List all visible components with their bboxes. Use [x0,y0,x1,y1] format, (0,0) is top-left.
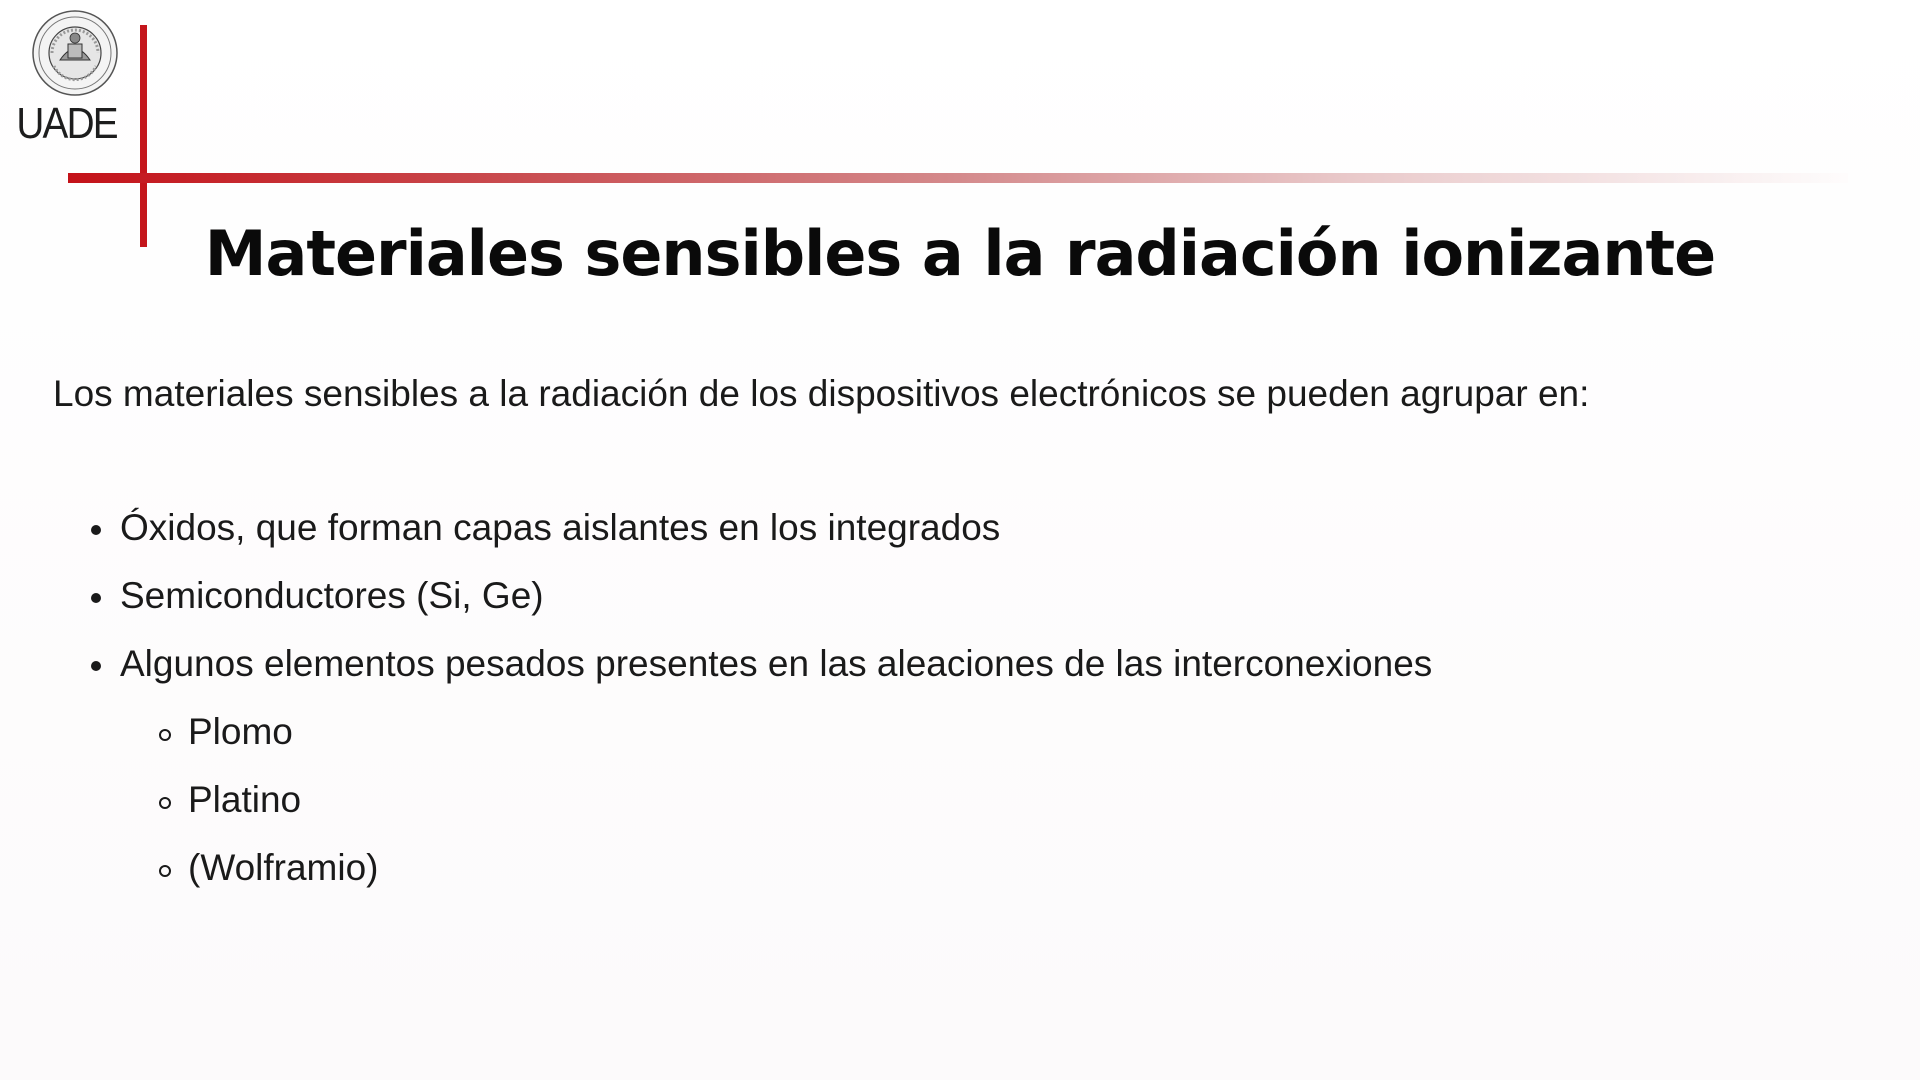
sub-list-item-text: Platino [188,779,302,820]
bullet-ring-icon [159,797,171,809]
logo-wordmark: UADE [16,99,117,148]
bullet-ring-icon [159,729,171,741]
sub-list-item-text: (Wolframio) [188,847,379,888]
university-seal-icon [30,8,120,98]
bullet-ring-icon [159,865,171,877]
bullet-dot-icon [91,525,101,535]
list-item-text: Algunos elementos pesados presentes en las aleaciones de las interconexiones [120,643,1433,684]
uade-logo [16,8,131,148]
slide-title: Materiales sensibles a la radiación ionizante [204,217,1716,290]
sub-list-item-text: Plomo [188,711,293,752]
vertical-accent-rule [140,25,147,247]
bullet-dot-icon [91,661,101,671]
intro-paragraph: Los materiales sensibles a la radiación de los dispositivos electrónicos se pueden agrupar en: [53,373,1590,414]
horizontal-accent-rule [68,173,1848,183]
bullet-dot-icon [91,593,101,603]
list-item-text: Óxidos, que forman capas aislantes en los integrados [120,507,1001,548]
list-item-text: Semiconductores (Si, Ge) [120,575,544,616]
